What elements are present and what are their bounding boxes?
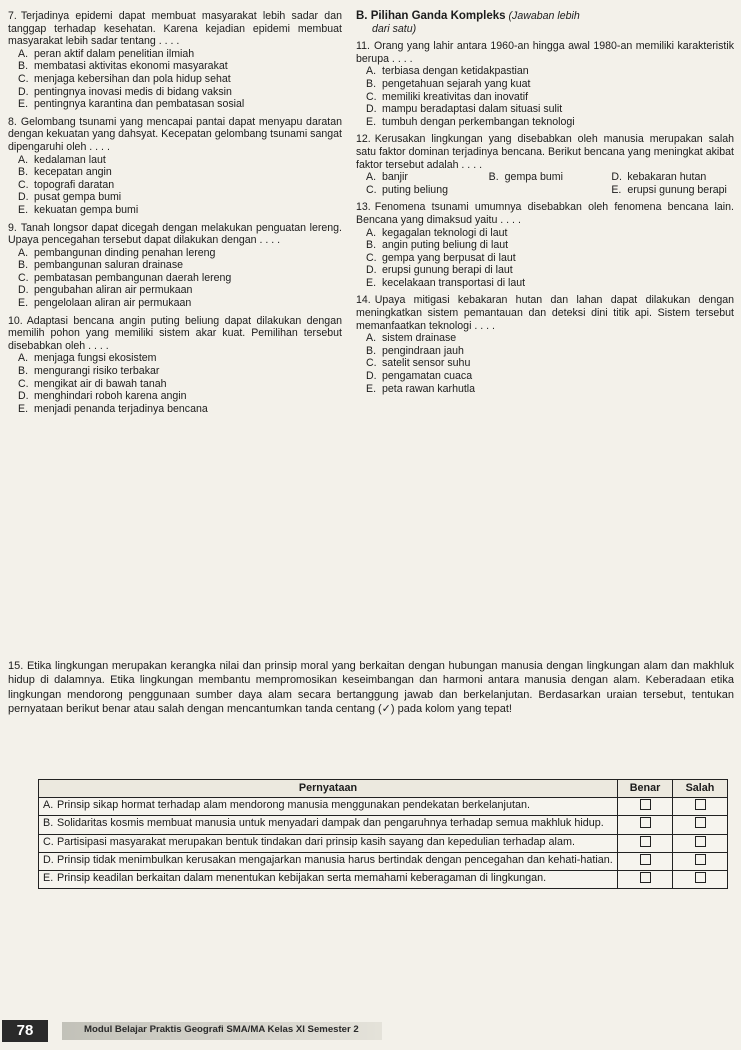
option-letter: D. — [366, 103, 377, 116]
option-text: kecepatan angin — [34, 166, 112, 179]
question-15 — [8, 659, 734, 716]
question-13 — [356, 201, 734, 289]
option-a[interactable] — [8, 154, 342, 167]
option-letter: D. — [18, 284, 29, 297]
option-text: satelit sensor suhu — [382, 357, 471, 370]
option-letter: B. — [18, 166, 29, 179]
true-checkbox[interactable] — [640, 799, 651, 810]
option-text: banjir — [382, 171, 408, 184]
true-checkbox[interactable] — [640, 854, 651, 865]
option-letter: A. — [18, 246, 29, 259]
option-text: erupsi gunung berapi di laut — [382, 264, 513, 277]
question-number: 14. — [356, 294, 371, 307]
option-text: pengindraan jauh — [382, 344, 464, 357]
option-d[interactable] — [8, 191, 342, 204]
question-stem: Terjadinya epidemi dapat membuat masyarakat lebih sadar dan tanggap terhadap kesehatan. Karena kejadian epidemi membuat masyarakat lebih sadar tentang . . . . — [8, 10, 342, 48]
option-c[interactable] — [356, 91, 734, 104]
question-stem: Upaya mitigasi kebakaran hutan dan lahan dapat dilakukan dengan meningkatkan sistem pemantauan dan deteksi dini titik api. Sistem tersebut memanfaatkan teknologi . . . . — [356, 294, 734, 332]
row-letter: D. — [43, 853, 54, 866]
option-text: mengurangi risiko terbakar — [34, 365, 160, 378]
option-letter: B. — [18, 365, 29, 378]
table-header-row — [39, 780, 728, 798]
option-letter: C. — [18, 178, 29, 191]
question-stem: Kerusakan lingkungan yang disebabkan oleh manusia merupakan salah satu faktor dominan terjadinya bencana. Berikut bencana yang meningkat akibat faktor tersebut adalah . . . . — [356, 133, 734, 171]
header-true: Benar — [618, 780, 673, 798]
question-14 — [356, 294, 734, 395]
option-letter: A. — [366, 171, 377, 184]
header-statement: Pernyataan — [39, 780, 618, 798]
option-b[interactable] — [8, 365, 342, 378]
option-text: mampu beradaptasi dalam situasi sulit — [382, 103, 563, 116]
row-statement: Partisipasi masyarakat merupakan bentuk tindakan dari prinsip kasih sayang dan kepedulian terhadap alam. — [57, 835, 575, 848]
option-c[interactable] — [8, 272, 342, 285]
option-text: kedalaman laut — [34, 153, 106, 166]
question-stem: Etika lingkungan merupakan kerangka nilai dan prinsip moral yang berkaitan dengan hubungan manusia dengan lingkungan alam dan makhluk hidup di dalamnya. Etika lingkungan membantu mempromosikan keseimbangan dan harmoni antara manusia dengan alam. Keberadaan etika lingkungan mendorong penggunaan sumber daya alam secara bertanggung jawab dan berkelanjutan. Berdasarkan uraian tersebut, tentukan pernyataan berikut benar atau salah dengan mencantumkan tanda centang (✓) pada kolom yang tepat! — [8, 660, 734, 715]
question-stem: Gelombang tsunami yang mencapai pantai dapat menyapu daratan dengan kekuatan yang dahsyat. Kecepatan gelombang tsunami sangat dipengaruhi oleh . . . . — [8, 115, 342, 153]
option-d[interactable] — [356, 103, 734, 116]
option-b[interactable] — [8, 259, 342, 272]
option-letter: A. — [366, 65, 377, 78]
option-letter: C. — [366, 251, 377, 264]
option-letter: D. — [18, 390, 29, 403]
option-text: gempa bumi — [504, 171, 563, 184]
book-title: Modul Belajar Praktis Geografi SMA/MA Kelas XI Semester 2 — [84, 1024, 359, 1035]
option-text: pentingnya karantina dan pembatasan sosial — [34, 98, 245, 111]
row-letter: A. — [43, 799, 54, 812]
table-row — [39, 852, 728, 870]
option-letter: E. — [611, 183, 622, 196]
option-e[interactable] — [8, 403, 342, 416]
option-text: pengelolaan aliran air permukaan — [34, 297, 192, 310]
option-letter: A. — [18, 47, 29, 60]
row-statement: Prinsip tidak menimbulkan kerusakan mengajarkan manusia harus bertindak dengan pencegahan dan kehati-hatian. — [57, 853, 613, 866]
option-text: kecelakaan transportasi di laut — [382, 276, 526, 289]
option-text: mengikat air di bawah tanah — [34, 377, 167, 390]
option-letter: B. — [18, 60, 29, 73]
option-text: membatasi aktivitas ekonomi masyarakat — [34, 60, 228, 73]
option-b[interactable] — [356, 78, 734, 91]
option-letter: B. — [366, 344, 377, 357]
question-number: 15. — [8, 660, 24, 672]
false-checkbox[interactable] — [695, 836, 706, 847]
option-text: angin puting beliung di laut — [382, 239, 509, 252]
option-letter: E. — [18, 402, 29, 415]
question-number: 8. — [8, 115, 17, 128]
section-b-heading — [356, 10, 734, 35]
option-text: sistem drainase — [382, 332, 457, 345]
option-a[interactable] — [356, 227, 734, 240]
option-a[interactable] — [8, 352, 342, 365]
option-text: pembatasan pembangunan daerah lereng — [34, 271, 232, 284]
option-a[interactable] — [366, 171, 489, 184]
option-b[interactable] — [8, 166, 342, 179]
page-footer — [2, 1020, 741, 1044]
option-b[interactable] — [356, 345, 734, 358]
option-text: pengubahan aliran air permukaan — [34, 284, 193, 297]
option-c[interactable] — [356, 252, 734, 265]
option-d[interactable] — [356, 370, 734, 383]
false-checkbox[interactable] — [695, 854, 706, 865]
option-letter: E. — [18, 98, 29, 111]
option-letter: A. — [366, 332, 377, 345]
option-letter: D. — [18, 85, 29, 98]
question-number: 9. — [8, 221, 17, 234]
option-text: menghindari roboh karena angin — [34, 390, 187, 403]
question-number: 10. — [8, 314, 23, 327]
option-text: kekuatan gempa bumi — [34, 203, 139, 216]
option-letter: C. — [366, 357, 377, 370]
false-checkbox[interactable] — [695, 799, 706, 810]
option-letter: D. — [611, 171, 622, 184]
question-10 — [8, 315, 342, 416]
option-a[interactable] — [8, 247, 342, 260]
question-number: 11. — [356, 40, 370, 53]
question-stem: Adaptasi bencana angin puting beliung dapat dilakukan dengan memilih pohon yang memiliki sistem akar kuat. Pemilihan tersebut disebabkan oleh . . . . — [8, 314, 342, 352]
option-e[interactable] — [356, 277, 734, 290]
option-letter: A. — [366, 226, 377, 239]
table-row — [39, 816, 728, 834]
option-letter: B. — [18, 259, 29, 272]
option-text: tumbuh dengan perkembangan teknologi — [382, 115, 575, 128]
question-stem: Orang yang lahir antara 1960-an hingga awal 1980-an memiliki karakteristik berupa . . . . — [356, 40, 734, 65]
row-statement: Solidaritas kosmis membuat manusia untuk menyadari dampak dan pengaruhnya terhadap semua makhluk hidup. — [57, 817, 604, 830]
false-checkbox[interactable] — [695, 872, 706, 883]
option-letter: E. — [366, 115, 377, 128]
option-d[interactable] — [356, 264, 734, 277]
option-e[interactable] — [8, 297, 342, 310]
option-letter: D. — [18, 191, 29, 204]
option-text: kegagalan teknologi di laut — [382, 226, 508, 239]
option-letter: E. — [18, 203, 29, 216]
option-e[interactable] — [356, 383, 734, 396]
option-letter: C. — [18, 271, 29, 284]
option-d[interactable] — [611, 171, 734, 184]
table-row — [39, 798, 728, 816]
option-text: menjaga kebersihan dan pola hidup sehat — [34, 72, 231, 85]
option-b[interactable] — [489, 171, 612, 184]
option-c[interactable] — [8, 73, 342, 86]
option-text: pembangunan dinding penahan lereng — [34, 246, 216, 259]
option-letter: B. — [488, 171, 499, 184]
option-text: terbiasa dengan ketidakpastian — [382, 65, 529, 78]
option-letter: B. — [366, 239, 377, 252]
row-statement: Prinsip keadilan berkaitan dalam menentukan kebijakan serta memahami keberagaman di lingkungan. — [57, 872, 547, 885]
question-9 — [8, 222, 342, 310]
option-text: pengetahuan sejarah yang kuat — [382, 77, 531, 90]
question-stem: Tanah longsor dapat dicegah dengan melakukan penguatan lereng. Upaya pencegahan tersebut dapat dilakukan dengan . . . . — [8, 221, 342, 247]
option-letter: E. — [366, 382, 377, 395]
option-text: gempa yang berpusat di laut — [382, 251, 516, 264]
section-subtitle-cont: dari satu) — [372, 22, 417, 35]
option-letter: C. — [18, 377, 29, 390]
option-a[interactable] — [356, 332, 734, 345]
row-letter: B. — [43, 817, 54, 830]
question-number: 12. — [356, 133, 371, 146]
option-e[interactable] — [356, 116, 734, 129]
option-text: topografi daratan — [34, 178, 115, 191]
option-text: menjaga fungsi ekosistem — [34, 352, 157, 365]
option-letter: B. — [366, 77, 377, 90]
header-false: Salah — [673, 780, 728, 798]
left-column — [8, 10, 342, 420]
option-text: kebakaran hutan — [627, 171, 707, 184]
option-d[interactable] — [8, 390, 342, 403]
option-letter: D. — [366, 264, 377, 277]
option-text: pusat gempa bumi — [34, 191, 122, 204]
section-title: B. Pilihan Ganda Kompleks — [356, 10, 506, 22]
page-number: 78 — [2, 1020, 48, 1042]
question-7 — [8, 10, 342, 111]
option-text: memiliki kreativitas dan inovatif — [382, 90, 529, 103]
option-grid — [356, 171, 734, 196]
true-checkbox[interactable] — [640, 836, 651, 847]
option-text: erupsi gunung berapi — [627, 183, 727, 196]
table-row — [39, 834, 728, 852]
option-letter: C. — [366, 90, 377, 103]
question-number: 7. — [8, 10, 17, 22]
option-letter: C. — [366, 183, 377, 196]
option-d[interactable] — [8, 86, 342, 99]
option-a[interactable] — [356, 65, 734, 78]
table-row — [39, 871, 728, 889]
option-letter: E. — [18, 297, 29, 310]
option-text: pentingnya inovasi medis di bidang vaksin — [34, 85, 232, 98]
option-text: peta rawan karhutla — [382, 382, 476, 395]
option-text: peran aktif dalam penelitian ilmiah — [34, 47, 195, 60]
true-checkbox[interactable] — [640, 817, 651, 828]
statement-table — [38, 779, 728, 889]
section-subtitle: (Jawaban lebih — [508, 10, 580, 22]
question-number: 13. — [356, 201, 371, 214]
question-stem: Fenomena tsunami umumnya disebabkan oleh fenomena bencana lain. Bencana yang dimaksud yaitu . . . . — [356, 201, 734, 226]
option-e[interactable] — [611, 184, 734, 197]
option-letter: C. — [18, 72, 29, 85]
option-a[interactable] — [8, 48, 342, 61]
option-text: pembangunan saluran drainase — [34, 259, 184, 272]
question-12 — [356, 133, 734, 196]
option-letter: A. — [18, 153, 29, 166]
option-c[interactable] — [356, 357, 734, 370]
option-text: puting beliung — [382, 183, 448, 196]
option-c[interactable] — [8, 179, 342, 192]
option-letter: E. — [366, 276, 377, 289]
true-checkbox[interactable] — [640, 872, 651, 883]
row-statement: Prinsip sikap hormat terhadap alam mendorong manusia menggunakan pendekatan berkelanjutan. — [57, 799, 530, 812]
option-letter: D. — [366, 370, 377, 383]
option-c[interactable] — [366, 184, 611, 197]
option-e[interactable] — [8, 98, 342, 111]
option-text: pengamatan cuaca — [382, 370, 473, 383]
option-b[interactable] — [356, 239, 734, 252]
option-letter: A. — [18, 352, 29, 365]
option-text: menjadi penanda terjadinya bencana — [34, 402, 208, 415]
right-column — [356, 10, 734, 400]
row-letter: C. — [43, 835, 54, 848]
question-11 — [356, 40, 734, 128]
option-b[interactable] — [8, 60, 342, 73]
option-c[interactable] — [8, 378, 342, 391]
row-letter: E. — [43, 872, 54, 885]
option-d[interactable] — [8, 284, 342, 297]
question-8 — [8, 116, 342, 217]
option-e[interactable] — [8, 204, 342, 217]
false-checkbox[interactable] — [695, 817, 706, 828]
